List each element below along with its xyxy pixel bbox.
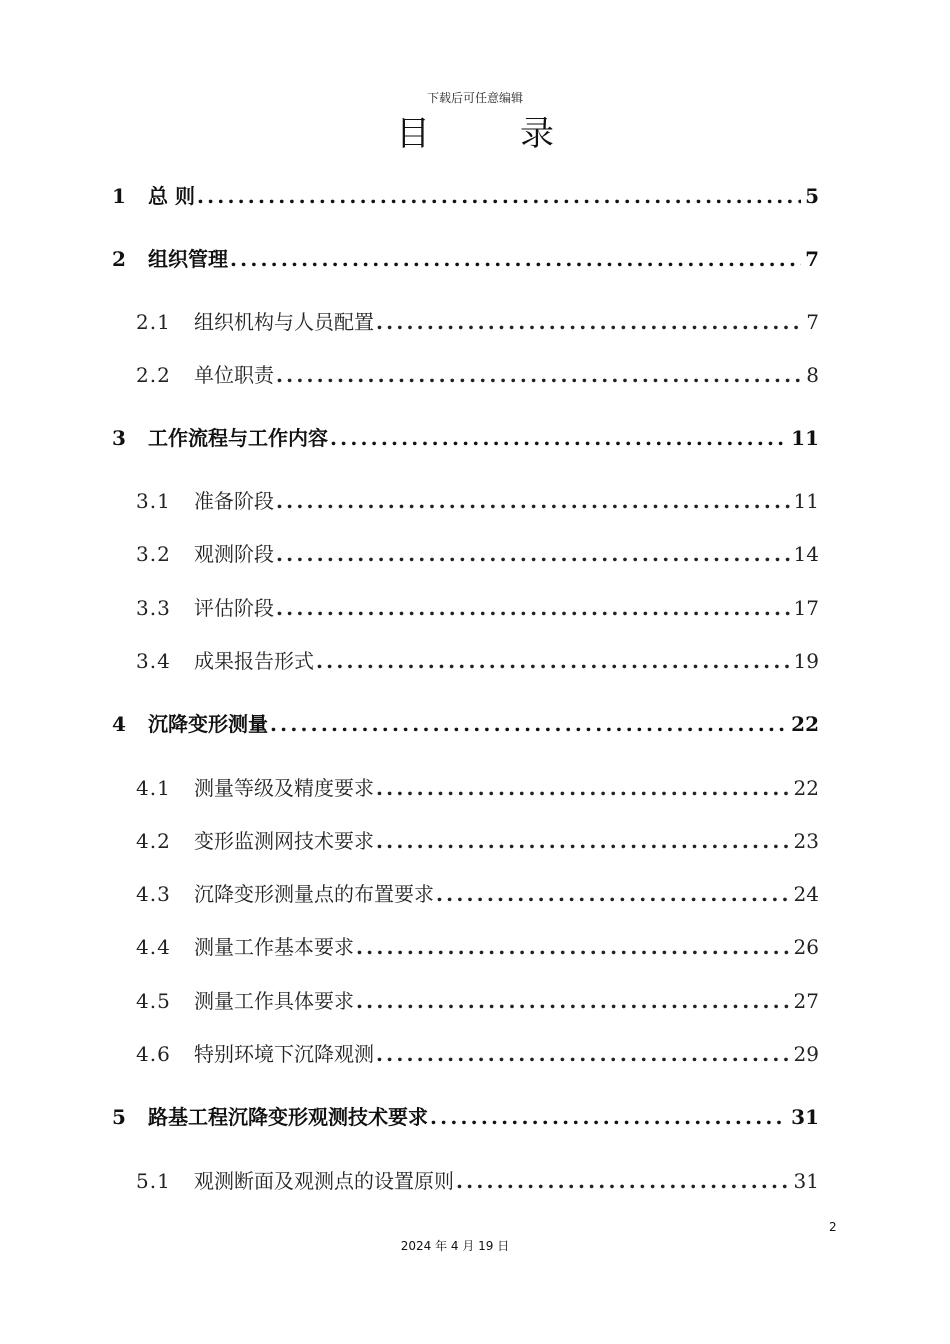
toc-entry-title: 组织机构与人员配置 <box>194 310 374 334</box>
toc-entry-2-1[interactable] <box>136 307 819 337</box>
toc-entry-page: 22 <box>793 776 819 800</box>
toc-entry-page: 29 <box>793 1042 819 1066</box>
toc-entry-page: 19 <box>793 649 819 673</box>
page-number: 2 <box>829 1220 837 1234</box>
toc-entry-number: 3.1 <box>136 489 171 513</box>
dot-leader <box>330 423 787 453</box>
toc-entry-number: 1 <box>112 184 126 208</box>
toc-entry-4-6[interactable] <box>136 1039 819 1069</box>
toc-entry-3-2[interactable] <box>136 539 819 569</box>
toc-entry-title: 特别环境下沉降观测 <box>194 1042 374 1066</box>
toc-entry-number: 3 <box>112 426 126 450</box>
toc-entry-title: 单位职责 <box>194 363 274 387</box>
toc-entry-page: 7 <box>806 310 819 334</box>
toc-entry-4-2[interactable] <box>136 826 819 856</box>
dot-leader <box>270 709 787 739</box>
toc-entry-title: 观测阶段 <box>194 542 274 566</box>
toc-entry-page: 27 <box>793 989 819 1013</box>
toc-entry-4[interactable] <box>112 709 819 739</box>
toc-entry-number: 2.2 <box>136 363 171 387</box>
page-title <box>0 106 950 155</box>
dot-leader <box>316 646 790 676</box>
toc-entry-5-1[interactable] <box>136 1166 819 1196</box>
toc-entry-4-1[interactable] <box>136 773 819 803</box>
toc-entry-number: 4.2 <box>136 829 171 853</box>
toc-entry-title: 路基工程沉降变形观测技术要求 <box>148 1105 428 1129</box>
toc-entry-page: 7 <box>805 247 819 271</box>
toc-entry-1[interactable] <box>112 181 819 211</box>
toc-entry-title: 总 则 <box>148 184 195 208</box>
dot-leader <box>276 486 790 516</box>
toc-entry-3[interactable] <box>112 423 819 453</box>
dot-leader <box>276 360 802 390</box>
toc-entry-title: 工作流程与工作内容 <box>148 426 328 450</box>
toc-entry-page: 31 <box>791 1105 819 1129</box>
toc-entry-page: 5 <box>805 184 819 208</box>
toc-entry-5[interactable] <box>112 1102 819 1132</box>
toc-entry-number: 4.3 <box>136 882 171 906</box>
toc-entry-number: 3.4 <box>136 649 171 673</box>
toc-entry-number: 3.2 <box>136 542 171 566</box>
toc-entry-page: 17 <box>793 596 819 620</box>
toc-entry-page: 14 <box>793 542 819 566</box>
toc-entry-title: 成果报告形式 <box>194 649 314 673</box>
dot-leader <box>276 593 790 623</box>
dot-leader <box>436 879 790 909</box>
toc-entry-number: 2.1 <box>136 310 171 334</box>
toc-entry-title: 测量工作基本要求 <box>194 935 354 959</box>
footer-date: 2024 年 4 月 19 日 <box>400 1239 510 1253</box>
toc-entry-number: 4 <box>112 712 126 736</box>
toc-entry-page: 22 <box>791 712 819 736</box>
toc-entry-number: 4.4 <box>136 935 171 959</box>
title-char-right: 录 <box>520 114 554 154</box>
toc-entry-2-2[interactable] <box>136 360 819 390</box>
toc-entry-number: 4.6 <box>136 1042 171 1066</box>
toc-entry-page: 26 <box>793 935 819 959</box>
dot-leader <box>197 181 801 211</box>
toc-entry-title: 变形监测网技术要求 <box>194 829 374 853</box>
toc-entry-number: 2 <box>112 247 126 271</box>
dot-leader <box>376 1039 790 1069</box>
toc-entry-page: 11 <box>791 426 819 450</box>
toc-entry-number: 5.1 <box>136 1169 171 1193</box>
dot-leader <box>376 773 790 803</box>
toc-entry-title: 测量工作具体要求 <box>194 989 354 1013</box>
title-char-left: 目 <box>396 114 430 154</box>
toc-entry-page: 23 <box>793 829 819 853</box>
toc-entry-title: 沉降变形测量点的布置要求 <box>194 882 434 906</box>
dot-leader <box>456 1166 790 1196</box>
toc-entry-4-5[interactable] <box>136 986 819 1016</box>
toc-entry-4-3[interactable] <box>136 879 819 909</box>
toc-entry-number: 3.3 <box>136 596 171 620</box>
toc-entry-page: 11 <box>793 489 819 513</box>
toc-entry-title: 准备阶段 <box>194 489 274 513</box>
dot-leader <box>230 244 801 274</box>
toc-entry-page: 24 <box>793 882 819 906</box>
dot-leader <box>276 539 790 569</box>
toc-entry-title: 组织管理 <box>148 247 228 271</box>
dot-leader <box>376 826 790 856</box>
toc-entry-title: 观测断面及观测点的设置原则 <box>194 1169 454 1193</box>
toc-entry-title: 测量等级及精度要求 <box>194 776 374 800</box>
toc-entry-title: 评估阶段 <box>194 596 274 620</box>
dot-leader <box>376 307 802 337</box>
dot-leader <box>356 932 790 962</box>
toc-entry-number: 4.5 <box>136 989 171 1013</box>
toc-entry-number: 5 <box>112 1105 126 1129</box>
toc-entry-title: 沉降变形测量 <box>148 712 268 736</box>
dot-leader <box>356 986 790 1016</box>
dot-leader <box>430 1102 787 1132</box>
toc-entry-number: 4.1 <box>136 776 171 800</box>
header-note: 下载后可任意编辑 <box>426 91 523 105</box>
toc-entry-page: 8 <box>806 363 819 387</box>
toc-entry-3-4[interactable] <box>136 646 819 676</box>
toc-entry-2[interactable] <box>112 244 819 274</box>
toc-entry-3-1[interactable] <box>136 486 819 516</box>
toc-entry-page: 31 <box>793 1169 819 1193</box>
toc-entry-4-4[interactable] <box>136 932 819 962</box>
toc-entry-3-3[interactable] <box>136 593 819 623</box>
